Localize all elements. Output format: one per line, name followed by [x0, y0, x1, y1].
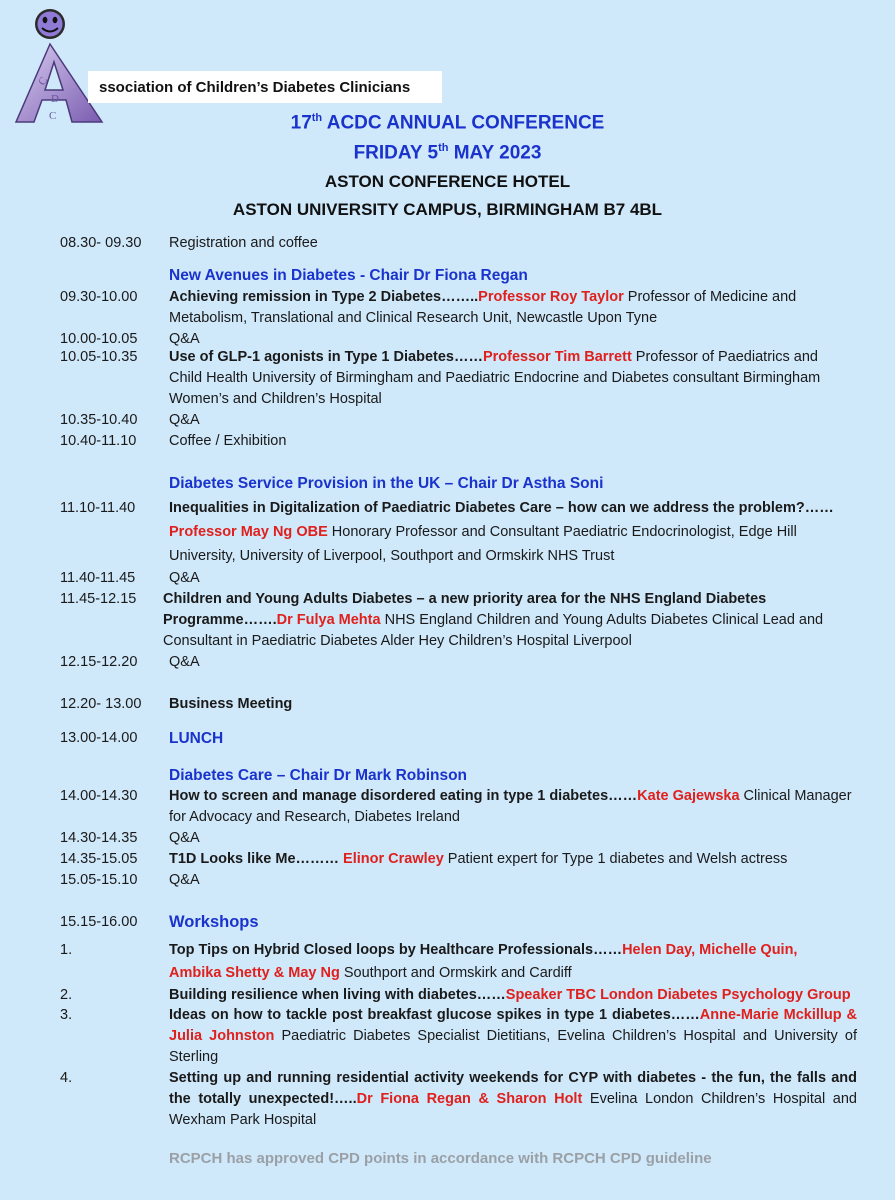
conference-title: 17th ACDC ANNUAL CONFERENCE: [290, 112, 605, 134]
svg-text:C: C: [49, 110, 57, 122]
conference-date: FRIDAY 5th MAY 2023: [353, 142, 542, 164]
cpd-note: RCPCH has approved CPD points in accordance with RCPCH CPD guideline: [169, 1150, 712, 1167]
venue: ASTON CONFERENCE HOTEL: [324, 172, 571, 191]
svg-text:C: C: [36, 75, 51, 88]
org-name: ssociation of Children’s Diabetes Clinicians: [88, 71, 442, 103]
svg-text:D: D: [51, 93, 59, 105]
address: ASTON UNIVERSITY CAMPUS, BIRMINGHAM B7 4BL: [232, 200, 663, 219]
acdc-logo: [6, 4, 106, 128]
smiley-a-logo-icon: [6, 4, 106, 128]
